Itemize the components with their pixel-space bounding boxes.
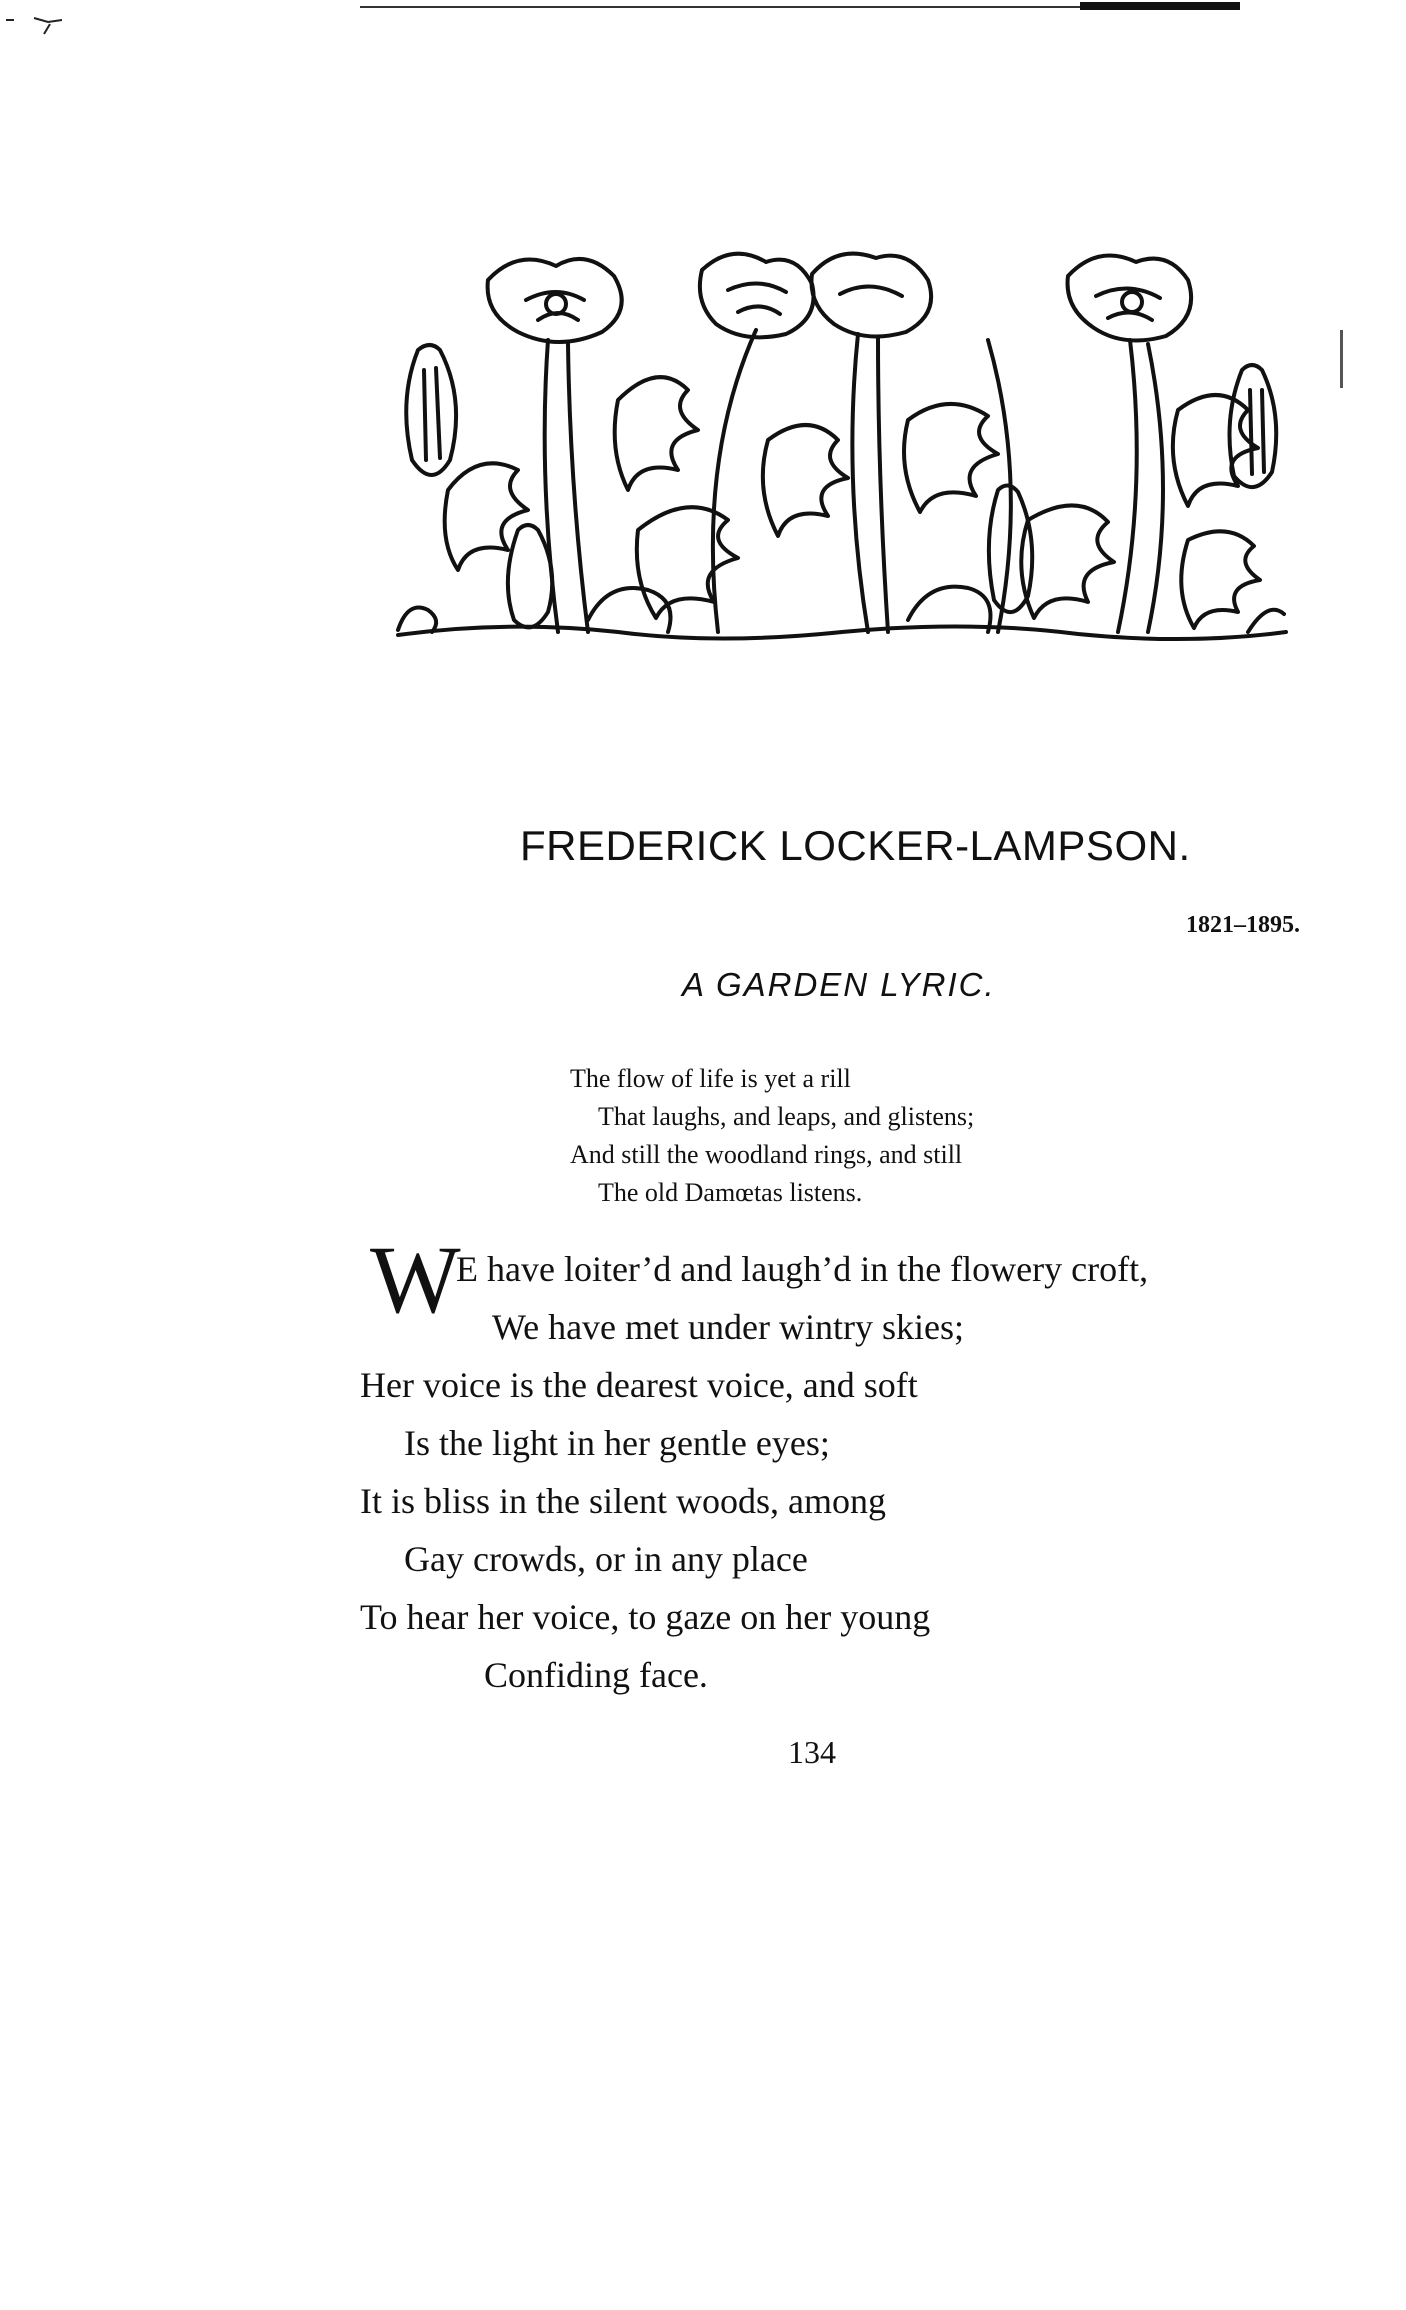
- epigraph-line: The flow of life is yet a rill: [570, 1064, 851, 1093]
- author-dates: 1821–1895.: [1186, 912, 1300, 938]
- poem-stanza: [360, 1240, 1148, 1704]
- author-heading: FREDERICK LOCKER-LAMPSON.: [520, 822, 1191, 869]
- poem-line: To hear her voice, to gaze on her young: [360, 1597, 931, 1637]
- top-rule-thick: [1080, 2, 1240, 10]
- corner-mark-icon: [4, 14, 84, 38]
- epigraph-line: And still the woodland rings, and still: [570, 1140, 963, 1169]
- poppy-flower-ornament-icon: [388, 240, 1296, 660]
- poem-line: It is bliss in the silent woods, among: [360, 1481, 886, 1521]
- poem-line: Confiding face.: [484, 1655, 708, 1695]
- poem-title: A GARDEN LYRIC.: [682, 966, 996, 1003]
- epigraph: [570, 1060, 974, 1212]
- page-number: 134: [788, 1734, 836, 1770]
- poem-line: We have met under wintry skies;: [492, 1307, 964, 1347]
- side-mark: [1340, 330, 1343, 388]
- drop-cap: W: [370, 1226, 461, 1333]
- epigraph-line: The old Damœtas listens.: [598, 1178, 863, 1207]
- poem-line: Is the light in her gentle eyes;: [404, 1423, 830, 1463]
- poem-line: E have loiter’d and laugh’d in the flowery croft,: [456, 1249, 1149, 1289]
- poem-line: Gay crowds, or in any place: [404, 1539, 808, 1579]
- epigraph-line: That laughs, and leaps, and glistens;: [598, 1102, 975, 1131]
- poem-line: Her voice is the dearest voice, and soft: [360, 1365, 918, 1405]
